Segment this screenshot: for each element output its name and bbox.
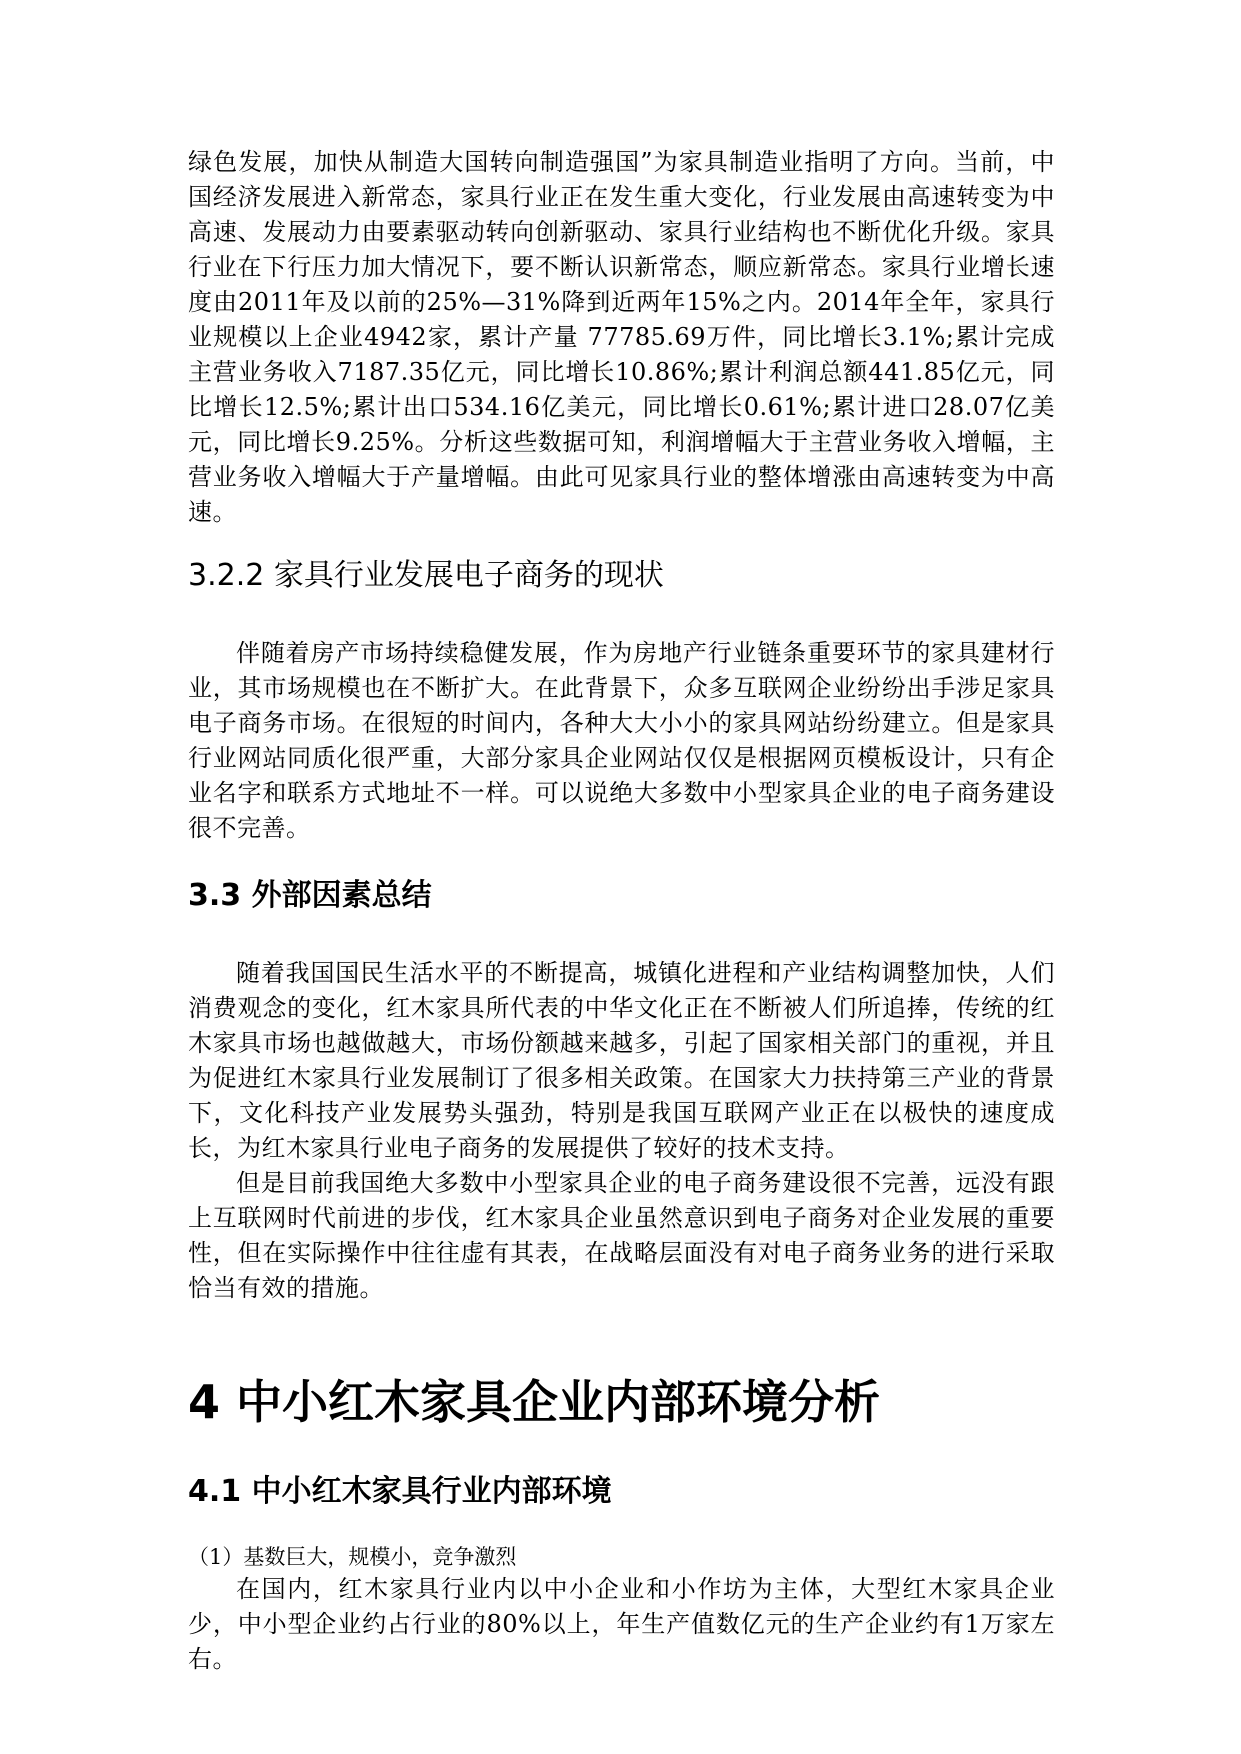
section-3-2-2-heading: 3.2.2 家具行业发展电子商务的现状 [188,558,664,593]
section-3-3-paragraph-2: 但是目前我国绝大多数中小型家具企业的电子商务建设很不完善，远没有跟上互联网时代前进的步伐，红木家具企业虽然意识到电子商务对企业发展的重要性，但在实际操作中往往虚有其表，在战略层面没有对电子商务业务的进行采取恰当有效的措施。 [188,1169,1055,1302]
section-3-2-2-paragraph: 伴随着房产市场持续稳健发展，作为房地产行业链条重要环节的家具建材行业，其市场规模也在不断扩大。在此背景下，众多互联网企业纷纷出手涉足家具电子商务市场。在很短的时间内，各种大大小小的家具网站纷纷建立。但是家具行业网站同质化很严重，大部分家具企业网站仅仅是根据网页模板设计，只有企业名字和联系方式地址不一样。可以说绝大多数中小型家具企业的电子商务建设很不完善。 [188,639,1055,842]
list-item-1: （1）基数巨大，规模小，竞争激烈 [188,1545,517,1569]
intro-paragraph: 绿色发展，加快从制造大国转向制造强国”为家具制造业指明了方向。当前，中国经济发展进入新常态，家具行业正在发生重大变化，行业发展由高速转变为中高速、发展动力由要素驱动转向创新驱动、家具行业结构也不断优化升级。家具行业在下行压力加大情况下，要不断认识新常态，顺应新常态。家具行业增长速度由2011年及以前的25%—31%降到近两年15%之内。2014年全年，家具行业规模以上企业4942家，累计产量 77785.69万件，同比增长3.1%;累计完成主营业务收入7187.35亿元，同比增长10.86%;累计利润总额441.85亿元，同比增长12.5%;累计出口534.16亿美元，同比增长0.61%;累计进口28.07亿美元，同比增长9.25%。分析这些数据可知，利润增幅大于主营业务收入增幅，主营业务收入增幅大于产量增幅。由此可见家具行业的整体增涨由高速转变为中高速。 [188,148,1055,526]
chapter-4-heading: 4 中小红木家具企业内部环境分析 [188,1375,881,1429]
section-3-3-heading: 3.3 外部因素总结 [188,878,432,913]
section-3-3-paragraph-1: 随着我国国民生活水平的不断提高，城镇化进程和产业结构调整加快，人们消费观念的变化，红木家具所代表的中华文化正在不断被人们所追捧，传统的红木家具市场也越做越大，市场份额越来越多，引起了国家相关部门的重视，并且为促进红木家具行业发展制订了很多相关政策。在国家大力扶持第三产业的背景下，文化科技产业发展势头强劲，特别是我国互联网产业正在以极快的速度成长，为红木家具行业电子商务的发展提供了较好的技术支持。 [188,959,1055,1162]
section-4-1-paragraph: 在国内，红木家具行业内以中小企业和小作坊为主体，大型红木家具企业少，中小型企业约占行业的80%以上，年生产值数亿元的生产企业约有1万家左右。 [188,1575,1055,1673]
section-4-1-heading: 4.1 中小红木家具行业内部环境 [188,1474,612,1509]
